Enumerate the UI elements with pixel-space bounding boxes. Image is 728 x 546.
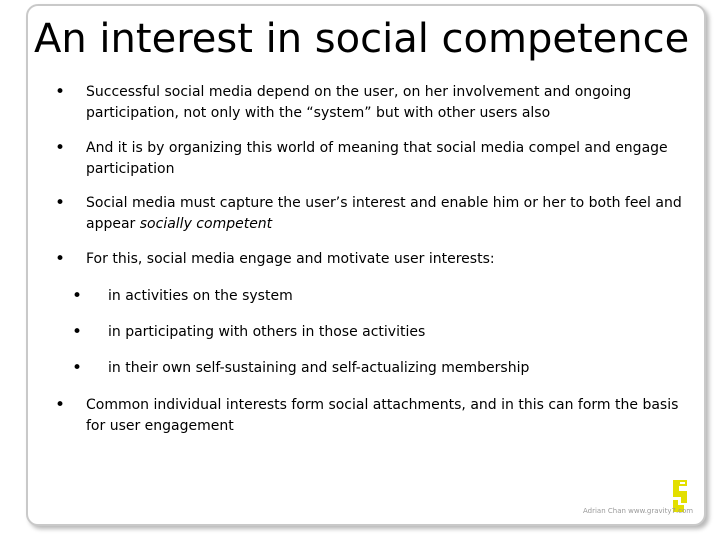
bullet-item [0,82,728,124]
bullet-item [0,138,728,180]
bullet-text: For this, social media engage and motivate user interests: [86,251,495,267]
bullet-dot: • [55,249,66,269]
bullet-item [0,395,728,437]
bullet-dot: • [55,193,66,213]
bullet-item [0,249,728,270]
bullet-text: Common individual interests form social attachments, and in this can form the basis for user engagement [86,397,679,434]
sub-bullet-text: in participating with others in those activities [108,324,426,340]
bullet-dot: • [55,82,66,102]
bullet-dot: • [72,322,83,342]
bullet-text-plain: Social media must capture the user’s interest and enable him or her to both feel and appear [86,195,682,232]
bullet-dot: • [72,358,83,378]
bullet-dot: • [72,286,83,306]
footer-credit: Adrian Chan www.gravity7.com [583,507,694,515]
bullet-text: And it is by organizing this world of meaning that social media compel and engage participation [86,140,668,177]
bullet-dot: • [55,138,66,158]
bullet-item [0,193,728,235]
sub-bullet-text: in their own self-sustaining and self-actualizing membership [108,360,530,376]
sub-bullet-text: in activities on the system [108,288,293,304]
bullet-text [86,193,696,235]
sub-bullet-item [0,358,698,379]
sub-bullet-item [0,322,698,343]
bullet-dot: • [55,395,66,415]
slide-title: An interest in social competence [34,16,690,62]
sub-bullet-item [0,286,698,307]
bullet-text: Successful social media depend on the user, on her involvement and ongoing participation, not only with the “system” but with other users also [86,84,632,121]
bullet-text-italic: socially competent [139,216,273,232]
